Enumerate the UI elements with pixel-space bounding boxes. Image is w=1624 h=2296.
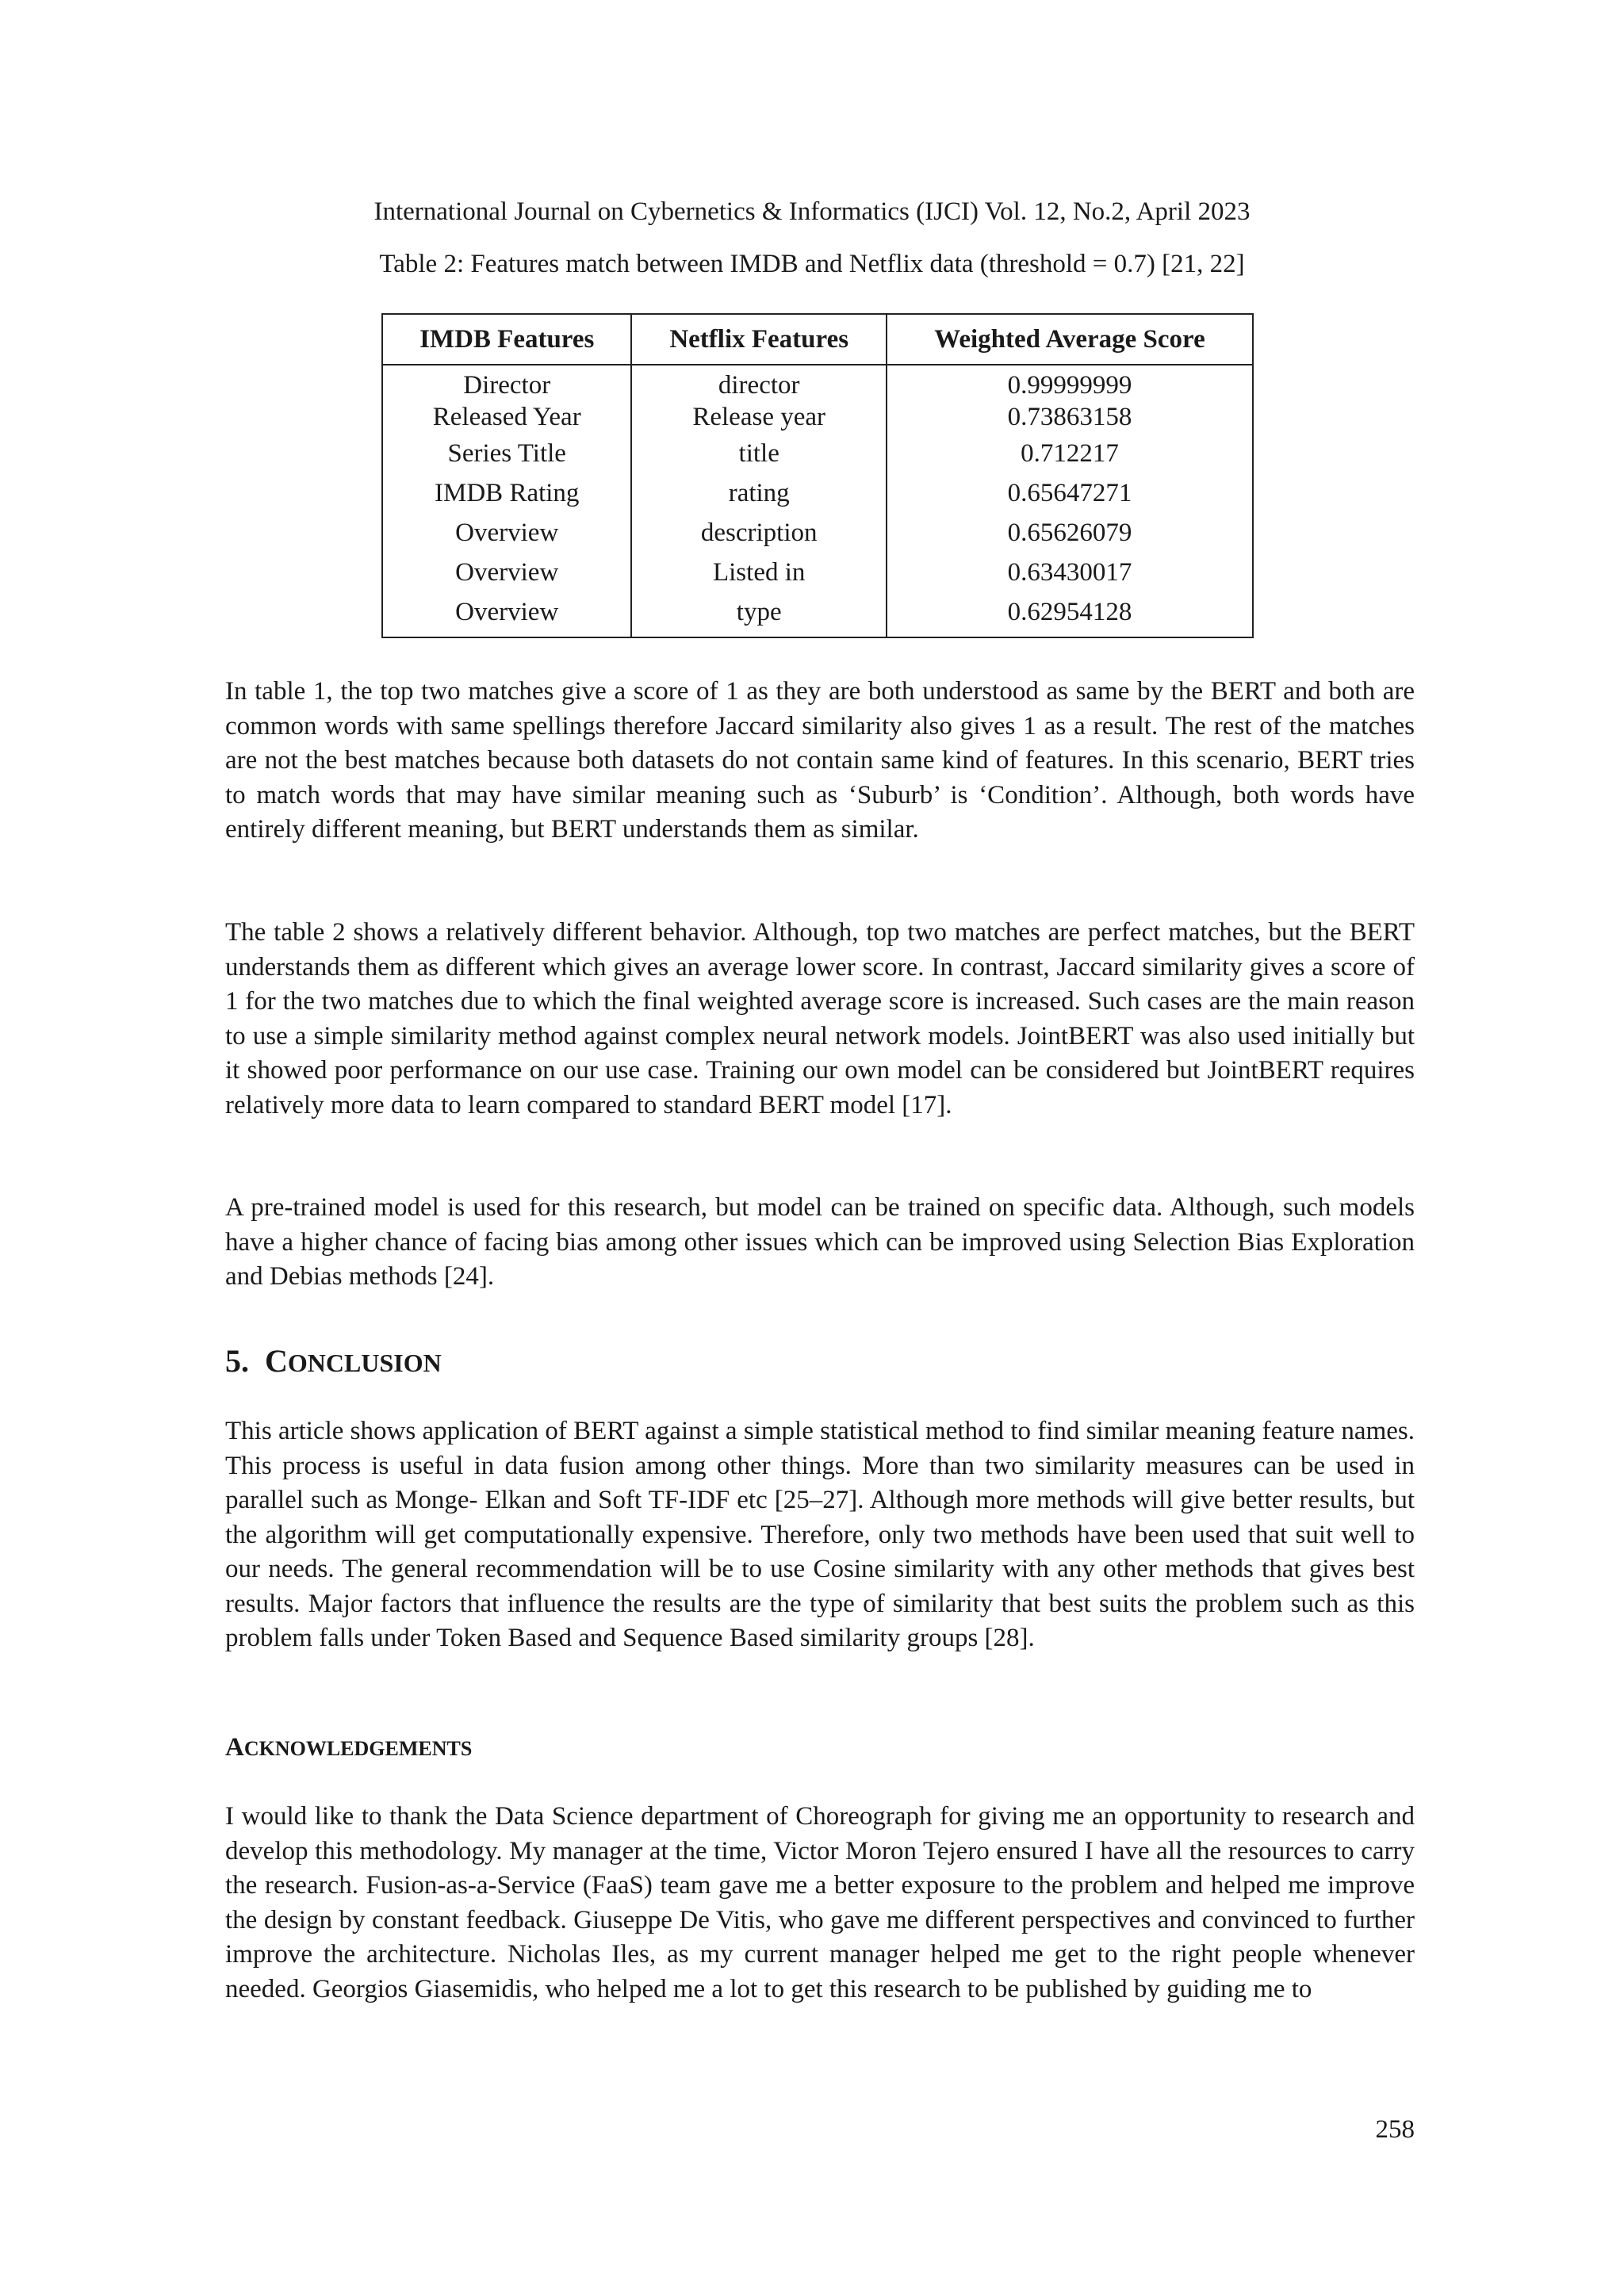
imdb-feature-cell: IMDB Rating [382, 473, 631, 513]
body-paragraph-2: The table 2 shows a relatively different behavior. Although, top two matches are perfect matches, but the BERT understands them as different which gives an average lower score. In contrast, Jaccard similarity gives a score of 1 for the two matches due to which the final weighted average score is increased. Such cases are the main reason to use a simple similarity method against complex neural network models. JointBERT was also used initially but it showed poor performance on our use case. Training our own model can be considered but JointBERT requires relatively more data to learn compared to standard BERT model [17]. [225, 918, 1415, 1119]
section-number: 5. [225, 1343, 249, 1379]
ack-title-initial: A [225, 1733, 244, 1762]
table-caption: Table 2: Features match between IMDB and Netflix data (threshold = 0.7) [21, 22] [379, 250, 1245, 278]
table-row [382, 553, 1253, 592]
netflix-feature-cell: Listed in [631, 553, 886, 592]
body-paragraph-3: A pre-trained model is used for this research, but model can be trained on specific data. Although, such models have a higher chance of facing bias among other issues which can be improved using Selection Bias Exploration and Debias methods [24]. [225, 1193, 1415, 1291]
acknowledgements-heading [225, 1732, 472, 1765]
netflix-feature-cell: director [631, 365, 886, 400]
netflix-feature-cell: type [631, 592, 886, 637]
score-cell: 0.73863158 [887, 400, 1253, 434]
acknowledgements-paragraph: I would like to thank the Data Science department of Choreograph for giving me an opportunity to research and develop this methodology. My manager at the time, Victor Moron Tejero ensured I have all the resources to carry the research. Fusion-as-a-Service (FaaS) team gave me a better exposure to the problem and helped me improve the design by constant feedback. Giuseppe De Vitis, who gave me different perspectives and convinced to further improve the architecture. Nicholas Iles, as my current manager helped me get to the right people whenever needed. Georgios Giasemidis, who helped me a lot to get this research to be published by guiding me to [225, 1802, 1415, 2003]
column-header-imdb: IMDB Features [382, 314, 631, 365]
section-title-rest: ONCLUSION [287, 1349, 442, 1377]
features-table [381, 313, 1254, 638]
section-heading-conclusion [225, 1341, 442, 1383]
score-cell: 0.62954128 [887, 592, 1253, 637]
journal-header: International Journal on Cybernetics & Informatics (IJCI) Vol. 12, No.2, April 2023 [373, 197, 1251, 226]
table-row [382, 473, 1253, 513]
conclusion-paragraph: This article shows application of BERT against a simple statistical method to find similar meaning feature names. This process is useful in data fusion among other things. More than two similarity measures can be used in parallel such as Monge- Elkan and Soft TF-IDF etc [25–27]. Although more methods will give better results, but the algorithm will get computationally expensive. Therefore, only two methods have been used that suit well to our needs. The general recommendation will be to use Cosine similarity with any other methods that gives best results. Major factors that influence the results are the type of similarity that best suits the problem such as this problem falls under Token Based and Sequence Based similarity groups [28]. [225, 1417, 1415, 1652]
column-header-score: Weighted Average Score [887, 314, 1253, 365]
score-cell: 0.65647271 [887, 473, 1253, 513]
table-header-row [382, 314, 1253, 365]
netflix-feature-cell: description [631, 513, 886, 553]
imdb-feature-cell: Released Year [382, 400, 631, 434]
section-title-initial: C [265, 1343, 288, 1379]
imdb-feature-cell: Overview [382, 592, 631, 637]
ack-title-rest: CKNOWLEDGEMENTS [243, 1737, 473, 1760]
netflix-feature-cell: Release year [631, 400, 886, 434]
netflix-feature-cell: rating [631, 473, 886, 513]
column-header-netflix: Netflix Features [631, 314, 886, 365]
imdb-feature-cell: Series Title [382, 434, 631, 473]
table-row [382, 400, 1253, 434]
imdb-feature-cell: Overview [382, 553, 631, 592]
body-paragraph-1: In table 1, the top two matches give a score of 1 as they are both understood as same by the BERT and both are common words with same spellings therefore Jaccard similarity also gives 1 as a result. The rest of the matches are not the best matches because both datasets do not contain same kind of features. In this scenario, BERT tries to match words that may have similar meaning such as ‘Suburb’ is ‘Condition’. Although, both words have entirely different meaning, but BERT understands them as similar. [225, 677, 1415, 844]
score-cell: 0.712217 [887, 434, 1253, 473]
table-row [382, 365, 1253, 400]
imdb-feature-cell: Director [382, 365, 631, 400]
table-row [382, 434, 1253, 473]
table-row [382, 513, 1253, 553]
netflix-feature-cell: title [631, 434, 886, 473]
table-row [382, 592, 1253, 637]
score-cell: 0.65626079 [887, 513, 1253, 553]
score-cell: 0.63430017 [887, 553, 1253, 592]
imdb-feature-cell: Overview [382, 513, 631, 553]
score-cell: 0.99999999 [887, 365, 1253, 400]
page-number: 258 [1375, 2115, 1415, 2144]
